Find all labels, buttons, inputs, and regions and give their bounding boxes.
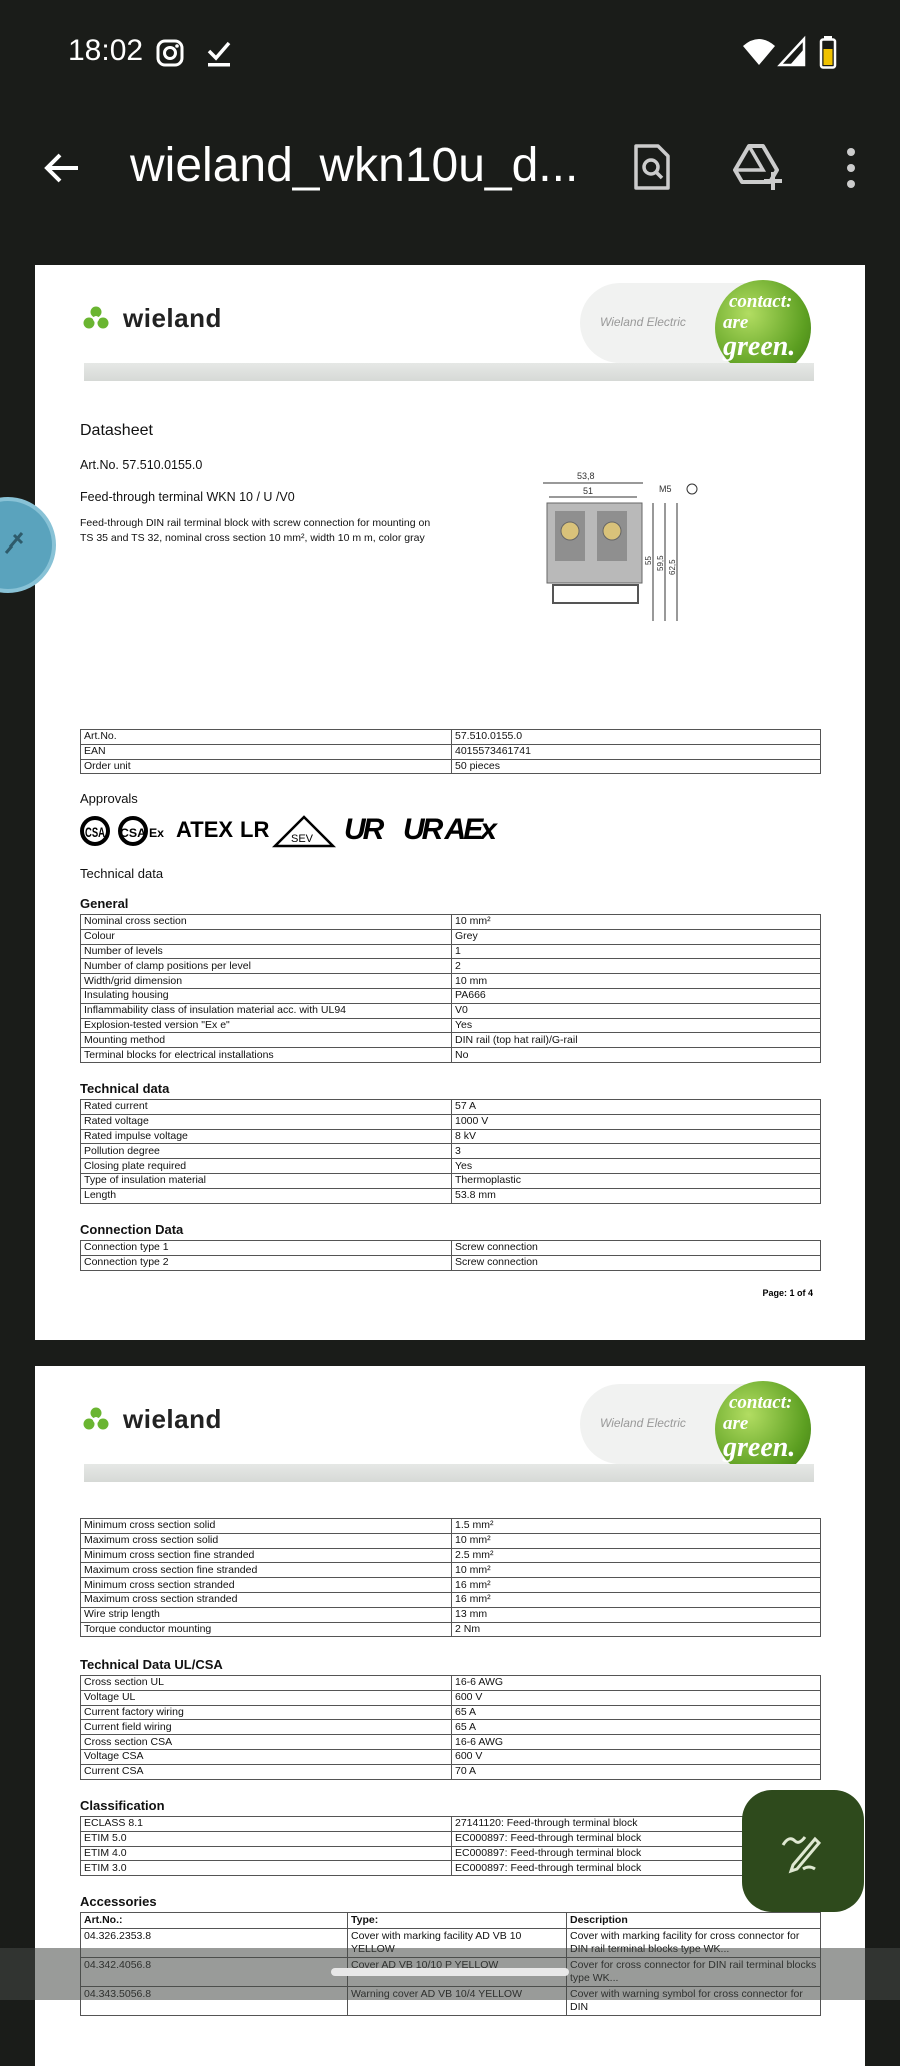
product-name: Feed-through terminal WKN 10 / U /V0 xyxy=(80,490,295,504)
table-row: Minimum cross section solid 1.5 mm² xyxy=(81,1519,821,1534)
table-row: Wire strip length 13 mm xyxy=(81,1607,821,1622)
ul-csa-table xyxy=(80,1675,821,1780)
article-number: Art.No. 57.510.0155.0 xyxy=(80,458,203,472)
home-handle[interactable] xyxy=(331,1968,569,1976)
table-row: Insulating housing PA666 xyxy=(81,988,821,1003)
page-header xyxy=(35,265,865,395)
edit-fab-button[interactable] xyxy=(742,1790,864,1912)
status-bar xyxy=(0,0,900,108)
wieland-logo-icon xyxy=(83,306,109,332)
technical-data-heading: Technical data xyxy=(80,866,164,881)
classification-table xyxy=(80,1816,821,1876)
wieland-logo xyxy=(83,1404,222,1435)
table-row: Connection type 2 Screw connection xyxy=(81,1255,821,1270)
badge-line-2: are xyxy=(723,1413,749,1434)
drawing-dim-h2: 59,5 xyxy=(656,555,665,571)
techdata-heading: Technical data xyxy=(80,1081,170,1096)
signal-icon xyxy=(778,37,806,67)
table-row: Voltage CSA 600 V xyxy=(81,1749,821,1764)
drawing-dim-inner: 51 xyxy=(583,486,594,496)
badge-line-1: contact: xyxy=(729,1392,793,1413)
identification-table xyxy=(80,729,821,774)
table-row: DIN xyxy=(81,1987,821,2016)
csa-approval-mark xyxy=(80,815,110,847)
table-row: Rated current 57 A xyxy=(81,1100,821,1115)
connection-table xyxy=(80,1240,821,1271)
table-row: ETIM 4.0 EC000897: Feed-through terminal block xyxy=(81,1846,821,1861)
gesture-navigation-bar xyxy=(0,1948,900,2000)
table-row: Maximum cross section fine stranded 10 mm² xyxy=(81,1563,821,1578)
app-bar xyxy=(0,108,900,228)
contact-green-badge xyxy=(715,280,811,376)
table-row: Cross section UL 16-6 AWG xyxy=(81,1676,821,1691)
accessories-heading: Accessories xyxy=(80,1894,157,1909)
brand-name: wieland xyxy=(123,303,222,333)
table-row: Voltage UL 600 V xyxy=(81,1690,821,1705)
general-heading: General xyxy=(80,896,129,911)
table-row: Minimum cross section stranded 16 mm² xyxy=(81,1578,821,1593)
table-row: Current factory wiring 65 A xyxy=(81,1705,821,1720)
pin-icon xyxy=(2,527,28,557)
cross-section-table xyxy=(80,1518,821,1637)
battery-icon xyxy=(819,35,837,69)
table-row: Colour Grey xyxy=(81,929,821,944)
tagline: Wieland Electric xyxy=(600,315,686,329)
atex-mark: ATEX xyxy=(176,817,234,842)
product-description: Feed-through DIN rail terminal block with screw connection for mounting on TS 35 and TS 32, nominal cross section 10 mm², width 10 m m, color gray xyxy=(80,517,431,544)
wieland-logo xyxy=(83,303,222,334)
table-row: Rated voltage 1000 V xyxy=(81,1114,821,1129)
drawing-dim-h3: 62,5 xyxy=(668,559,677,575)
table-row: Explosion-tested version "Ex e" Yes xyxy=(81,1018,821,1033)
connection-data-heading: Connection Data xyxy=(80,1222,184,1237)
header-band xyxy=(84,363,814,381)
csa-ex-approval-mark xyxy=(118,815,166,849)
svg-text:SEV: SEV xyxy=(291,833,314,845)
wifi-icon xyxy=(742,38,776,66)
badge-line-1: contact: xyxy=(729,291,793,312)
datasheet-heading: Datasheet xyxy=(80,422,153,439)
table-row: Art.No. 57.510.0155.0 xyxy=(81,730,821,745)
table-row: Terminal blocks for electrical installations No xyxy=(81,1048,821,1063)
drawing-dim-h1: 55 xyxy=(644,556,653,565)
badge-line-3: green. xyxy=(723,1432,796,1463)
classification-heading: Classification xyxy=(80,1798,165,1813)
table-row: Number of clamp positions per level 2 xyxy=(81,959,821,974)
svg-text:CSA Ex: CSA Ex xyxy=(120,826,165,840)
table-row: Minimum cross section fine stranded 2.5 mm² xyxy=(81,1548,821,1563)
table-row: Number of levels 1 xyxy=(81,944,821,959)
wieland-logo-icon xyxy=(83,1407,109,1433)
table-row: Length 53.8 mm xyxy=(81,1188,821,1203)
svg-text:CSA: CSA xyxy=(85,824,105,840)
table-row: ETIM 5.0 EC000897: Feed-through terminal block xyxy=(81,1831,821,1846)
more-options-icon[interactable] xyxy=(841,144,861,192)
general-table xyxy=(80,914,821,1063)
table-row: Current CSA 70 A xyxy=(81,1764,821,1779)
table-row: Current field wiring 65 A xyxy=(81,1720,821,1735)
contact-green-badge xyxy=(715,1381,811,1477)
table-row: Pollution degree 3 xyxy=(81,1144,821,1159)
table-row: Rated impulse voltage 8 kV xyxy=(81,1129,821,1144)
lr-mark: LR xyxy=(240,817,270,842)
header-band xyxy=(84,1464,814,1482)
table-row: Cross section CSA 16-6 AWG xyxy=(81,1735,821,1750)
table-row: Mounting method DIN rail (top hat rail)/G-rail xyxy=(81,1033,821,1048)
document-title: wieland_wkn10u_d... xyxy=(130,139,579,192)
techdata-table xyxy=(80,1099,821,1204)
search-document-icon[interactable] xyxy=(632,142,672,192)
tagline: Wieland Electric xyxy=(600,1416,686,1430)
edit-pen-icon xyxy=(779,1827,827,1875)
task-done-icon xyxy=(205,38,233,68)
table-row: Type of insulation material Thermoplastic xyxy=(81,1173,821,1188)
table-row: Closing plate required Yes xyxy=(81,1159,821,1174)
table-row: Nominal cross section 10 mm² xyxy=(81,915,821,930)
table-row: Connection type 1 Screw connection xyxy=(81,1241,821,1256)
ur-aex-mark: UR AEx xyxy=(403,813,494,846)
back-arrow-icon[interactable] xyxy=(40,146,84,190)
table-row: Maximum cross section solid 10 mm² xyxy=(81,1533,821,1548)
page-header xyxy=(35,1366,865,1496)
table-row: ECLASS 8.1 27141120: Feed-through terminal block xyxy=(81,1817,821,1832)
table-row: Inflammability class of insulation material acc. with UL94 V0 xyxy=(81,1003,821,1018)
approvals-heading: Approvals xyxy=(80,791,138,806)
table-row: Width/grid dimension 10 mm xyxy=(81,974,821,989)
table-row: 04.326.2353.8 Cover with marking facility AD VB 10 Cover with marking facility for cross connector for xyxy=(81,1929,821,1958)
add-to-drive-icon[interactable] xyxy=(733,142,785,192)
table-row: Maximum cross section stranded 16 mm² xyxy=(81,1592,821,1607)
table-row: Torque conductor mounting 2 Nm xyxy=(81,1622,821,1637)
pdf-page-1[interactable] xyxy=(35,265,865,1340)
page-number: Page: 1 of 4 xyxy=(762,1288,813,1298)
status-time: 18:02 xyxy=(68,34,144,67)
table-row: Order unit 50 pieces xyxy=(81,759,821,774)
sev-approval-mark xyxy=(273,815,335,849)
drawing-dim-screw: M5 xyxy=(659,484,672,494)
table-row: EAN 4015573461741 xyxy=(81,744,821,759)
table-row: ETIM 3.0 EC000897: Feed-through terminal block xyxy=(81,1861,821,1876)
badge-line-2: are xyxy=(723,312,749,333)
ur-mark: UR xyxy=(344,813,382,846)
instagram-icon xyxy=(155,38,185,68)
approval-marks xyxy=(80,813,500,853)
table-header-row: Art.No.: Type: Description xyxy=(81,1913,821,1929)
terminal-drawing xyxy=(525,463,725,648)
ul-csa-heading: Technical Data UL/CSA xyxy=(80,1657,223,1672)
badge-line-3: green. xyxy=(723,331,796,362)
brand-name: wieland xyxy=(123,1404,222,1434)
drawing-dim-outer: 53,8 xyxy=(577,471,595,481)
